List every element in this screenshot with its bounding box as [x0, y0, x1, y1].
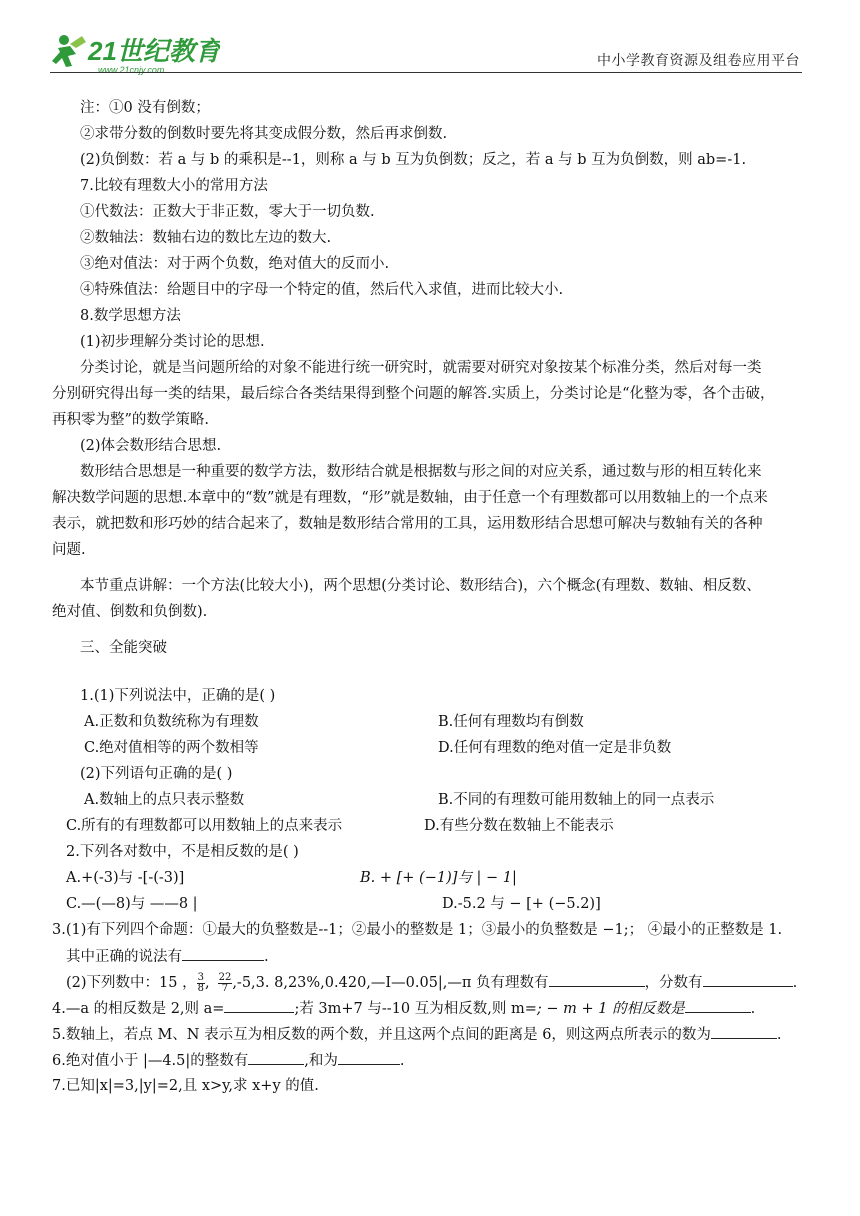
q3-line-3-mid: ,-5,3. 8,23%,0.420,—I—0.05|,—π 负有理数有 [232, 975, 549, 991]
section8-para2-line3: 表示，就把数和形巧妙的结合起来了，数轴是数形结合常用的工具，运用数形结合思想可解决与数轴有关的各种 [52, 516, 763, 532]
q4-opposite-blank[interactable] [685, 998, 751, 1013]
q2-option-d: D.-5.2 与 − [+ (−5.2)] [442, 896, 601, 912]
header-divider [50, 72, 802, 73]
q3-fraction-blank[interactable] [703, 972, 793, 987]
q6-mid: ,和为 [304, 1053, 338, 1069]
section8-para2-line4: 问题. [52, 542, 86, 558]
section7-title: 7.比较有理数大小的常用方法 [80, 178, 268, 194]
q1-option-c: C.绝对值相等的两个数相等 [84, 740, 259, 756]
section8-para1-line1: 分类讨论，就是当问题所给的对象不能进行统一研究时，就需要对研究对象按某个标准分类，然后对每一类 [80, 360, 762, 376]
section7-method-4: ④特殊值法：给题目中的字母一个特定的值，然后代入求值，进而比较大小. [80, 282, 564, 298]
section8-sub1: (1)初步理解分类讨论的思想. [80, 334, 265, 350]
q2-option-a: A.+(-3)与 -[-(-3)] [66, 870, 185, 886]
logo-url: www.21cnjy.com [98, 65, 165, 75]
q1-option-b: B.任何有理数均有倒数 [438, 714, 584, 730]
q3-frac2-num: 22 [218, 971, 232, 983]
q6-line [52, 1050, 405, 1071]
q2-stem: 2.下列各对数中，不是相反数的是( ) [66, 844, 299, 860]
q6-pre: 6.绝对值小于 |—4.5|的整数有 [52, 1053, 249, 1069]
q1-stem: 1.(1)下列说法中，正确的是( ) [80, 688, 276, 704]
q1-stem-2: (2)下列语句正确的是( ) [80, 766, 233, 782]
q1-option-d: D.任何有理数的绝对值一定是非负数 [438, 740, 672, 756]
section8-para2-line2: 解决数学问题的思想.本章中的“数”就是有理数，“形”就是数轴，由于任意一个有理数都可以用数轴上的一个点来 [52, 490, 768, 506]
q1-2-option-d: D.有些分数在数轴上不能表示 [424, 818, 614, 834]
section3-title: 三、全能突破 [80, 640, 167, 656]
q6-integers-blank[interactable] [248, 1050, 304, 1065]
q2-option-b: B. + [+ (−1)]与 | − 1| [360, 870, 517, 886]
q6-end: . [399, 1053, 405, 1069]
section8-para2-line1: 数形结合思想是一种重要的数学方法，数形结合就是根据数与形之间的对应关系，通过数与形的相互转化来 [80, 464, 762, 480]
q4-a-blank[interactable] [224, 998, 294, 1013]
q5-line [52, 1024, 782, 1045]
q1-2-option-b: B.不同的有理数可能用数轴上的同一点表示 [438, 792, 715, 808]
q4-mid2: ; − m + 1 的相反数是 [536, 1001, 685, 1017]
q3-line-3: (2)下列数中：15 ， $\frac{3}{8}$ , $\frac{22}{7}$ ,-5,3. 8,23%,0.420,—I—0.05|,—π 负有理数有 ，分数有 . [66, 971, 798, 994]
q3-line-1: 3.(1)有下列四个命题：①最大的负整数是--1；②最小的整数是 1；③最小的负整数是 −1;； ④最小的正整数是 1. [52, 922, 783, 938]
q3-frac1-num: 3 [197, 971, 204, 983]
q4-line [52, 998, 755, 1019]
q3-line-2 [66, 946, 269, 967]
q3-answer-blank[interactable] [182, 946, 264, 961]
q3-line-2-end: . [264, 949, 269, 965]
q4-pre: 4.—a 的相反数是 2,则 a= [52, 1001, 225, 1017]
q3-negative-blank[interactable] [549, 972, 645, 987]
q7-line: 7.已知|x|=3,|y|=2,且 x>y,求 x+y 的值. [52, 1078, 319, 1094]
logo-runner-icon [50, 30, 220, 76]
q6-sum-blank[interactable] [338, 1050, 400, 1065]
note-line-3: (2)负倒数：若 a 与 b 的乘积是--1，则称 a 与 b 互为负倒数；反之，若 a 与 b 互为负倒数，则 ab=-1. [80, 152, 747, 168]
site-logo [50, 30, 220, 76]
q3-frac2-den: 7 [221, 982, 229, 994]
q3-fraction-2 [218, 973, 233, 994]
platform-title: 中小学教育资源及组卷应用平台 [597, 53, 800, 69]
section7-method-2: ②数轴法：数轴右边的数比左边的数大. [80, 230, 332, 246]
q3-fraction-1 [197, 973, 205, 994]
q3-line-3-pre: (2)下列数中：15 ， [66, 975, 197, 991]
q2-option-c: C.—(—8)与 ——8 | [66, 896, 198, 912]
q1-2-option-a: A.数轴上的点只表示整数 [84, 792, 245, 808]
q4-end: . [750, 1001, 756, 1017]
section8-title: 8.数学思想方法 [80, 308, 181, 324]
q1-option-a: A.正数和负数统称为有理数 [84, 714, 259, 730]
section8-para1-line3: 再积零为整”的数学策略. [52, 412, 210, 428]
q3-line-2-text: 其中正确的说法有 [66, 949, 182, 965]
q3-line-3-end: . [792, 975, 798, 991]
section7-method-1: ①代数法：正数大于非正数，零大于一切负数. [80, 204, 375, 220]
logo-text: 21世纪教育 [88, 36, 220, 66]
section7-method-3: ③绝对值法：对于两个负数，绝对值大的反而小. [80, 256, 390, 272]
q4-mid: ;若 3m+7 与--10 互为相反数,则 m= [294, 1001, 537, 1017]
note-line-2: ②求带分数的倒数时要先将其变成假分数，然后再求倒数. [80, 126, 448, 142]
note-line-1: 注：①0 没有倒数； [80, 100, 210, 116]
q5-end: . [776, 1027, 782, 1043]
q5-blank[interactable] [711, 1024, 777, 1039]
q5-text: 5.数轴上，若点 M、N 表示互为相反数的两个数，并且这两个点间的距离是 6，则这两点所表示的数为 [52, 1027, 711, 1043]
q3-frac1-den: 8 [197, 982, 204, 994]
q1-2-option-c: C.所有的有理数都可以用数轴上的点来表示 [66, 818, 343, 834]
focus-line-1: 本节重点讲解：一个方法(比较大小)，两个思想(分类讨论、数形结合)，六个概念(有理数、数轴、相反数、 [80, 578, 761, 594]
section8-sub2: (2)体会数形结合思想. [80, 438, 222, 454]
focus-line-2: 绝对值、倒数和负倒数). [52, 604, 208, 620]
section8-para1-line2: 分别研究得出每一类的结果，最后综合各类结果得到整个问题的解答.实质上，分类讨论是“化整为零，各个击破， [52, 386, 775, 402]
q3-line-3-mid2: ，分数有 [644, 975, 703, 991]
